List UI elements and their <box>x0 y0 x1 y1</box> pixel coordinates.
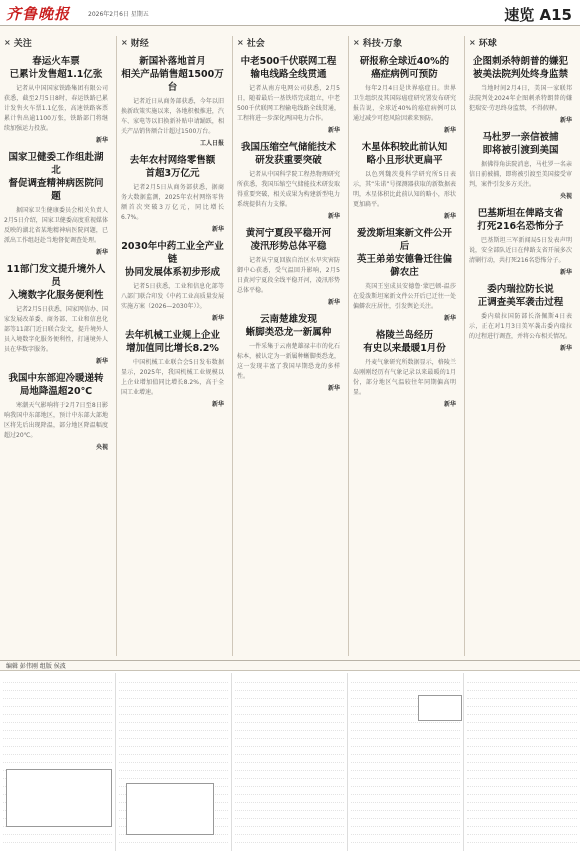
classified-ads <box>0 670 580 851</box>
headline[interactable]: 企图刺杀特朗普的嫌犯 被美法院判处终身监禁 <box>472 56 568 80</box>
ad-line <box>467 675 577 683</box>
article[interactable] <box>237 313 340 392</box>
headline[interactable]: 新国补落地首月 相关产品销售超1500万台 <box>121 56 224 93</box>
ad-column <box>464 673 580 851</box>
article-body: 英国王室成员安德鲁·蒙巴顿-温莎在爱泼斯坦案新文件公开后已迁往一处偏僻农庄居住，引发舆论关注。 <box>353 283 456 310</box>
ad-line <box>119 683 228 691</box>
article-body: 巴基斯坦三军新闻局5日发表声明说，安全部队近日在俾路支省开展多次清剿行动，共打死216名恐怖分子。 <box>469 237 572 264</box>
ad-line <box>3 715 112 723</box>
article[interactable] <box>469 131 572 200</box>
article-body: 记者5日获悉，工业和信息化部等八部门联合印发《中药工业高质量发展实施方案（2026—2030年）》。 <box>121 283 224 310</box>
article-body: 每年2月4日是世界癌症日。世界卫生组织及其国际癌症研究署发布研究报告说，全球近40%的癌症病例可以通过减少可控风险因素来预防。 <box>353 85 456 122</box>
close-icon: × <box>353 38 360 47</box>
close-icon: × <box>237 38 244 47</box>
ad-line <box>467 755 577 763</box>
article[interactable] <box>121 154 224 233</box>
masthead <box>0 0 580 26</box>
byline: 工人日报 <box>199 140 224 147</box>
column-finance <box>116 36 228 656</box>
ad-box <box>6 769 112 827</box>
article-body: 记者从中国国家铁路集团有限公司获悉，截至2月5日8时，春运铁路已累计发售火车票1.1亿张，高速铁路客票累计售出逾1100万张，铁路部门将继续加强运力投放。 <box>4 85 108 132</box>
headline[interactable]: 国家卫健委工作组赴湖北 督促调查精神病医院问题 <box>8 152 104 202</box>
ad-line <box>119 715 228 723</box>
ad-line <box>235 723 344 731</box>
article[interactable] <box>121 55 224 147</box>
byline: 新华 <box>327 385 340 392</box>
ad-line <box>235 699 344 707</box>
ad-line <box>351 739 460 747</box>
article[interactable] <box>237 141 340 220</box>
headline[interactable]: 11部门发文提升境外人员 入境数字化服务便利性 <box>6 264 106 301</box>
ad-line <box>467 779 577 787</box>
ad-box <box>418 695 462 721</box>
ad-line <box>119 763 228 771</box>
column-header: × 社会 <box>237 38 265 49</box>
headline[interactable]: 春运火车票 已累计发售超1.1亿张 <box>9 56 103 80</box>
ad-line <box>467 827 577 835</box>
ad-line <box>467 707 577 715</box>
ad-box <box>126 783 214 835</box>
ad-line <box>235 763 344 771</box>
article-body: 记者从中国科学院工程热物理研究所获悉，我国压缩空气储能技术研发取得重要突破，相关成果为构建新型电力系统提供有力支撑。 <box>237 171 340 208</box>
ad-line <box>467 691 577 699</box>
ad-line <box>119 723 228 731</box>
newspaper-logo: 齐鲁晚报 <box>6 5 71 23</box>
ad-line <box>467 723 577 731</box>
byline: 新华 <box>95 249 108 256</box>
ad-line <box>235 739 344 747</box>
close-icon: × <box>469 38 476 47</box>
ad-line <box>235 819 344 827</box>
byline: 新华 <box>327 127 340 134</box>
article[interactable] <box>469 207 572 276</box>
ad-line <box>235 731 344 739</box>
ad-line <box>351 731 460 739</box>
column-header: × 关注 <box>4 38 32 49</box>
article-body: 丹麦气象研究所数据显示，格陵兰岛刚刚经历有气象记录以来最暖的1月份，部分地区气温较往年同期偏高明显。 <box>353 359 456 396</box>
ad-line <box>467 803 577 811</box>
headline[interactable]: 去年农村网络零售额 首超3万亿元 <box>129 155 216 179</box>
ad-line <box>235 811 344 819</box>
byline: 新华 <box>443 213 456 220</box>
close-icon: × <box>4 38 11 47</box>
article-body: 当地时间2月4日，美国一家联邦法院判处2024年企图刺杀特朗普的嫌犯瑞安·劳思终身监禁，不得假释。 <box>469 85 572 112</box>
ad-line <box>3 723 112 731</box>
byline: 央视 <box>95 444 108 451</box>
ad-line <box>3 747 112 755</box>
byline: 新华 <box>559 345 572 352</box>
headline[interactable]: 木星体积较此前认知 略小且形状更扁平 <box>361 142 448 166</box>
article[interactable] <box>121 329 224 408</box>
ad-line <box>351 803 460 811</box>
ad-line <box>235 707 344 715</box>
ad-line <box>351 755 460 763</box>
issue-date: 2026年2月6日 星期五 <box>88 11 149 18</box>
byline: 新华 <box>211 401 224 408</box>
column-header: × 财经 <box>121 38 149 49</box>
headline[interactable]: 委内瑞拉防长说 正调查美军袭击过程 <box>477 284 564 308</box>
ad-line <box>351 779 460 787</box>
byline: 新华 <box>95 358 108 365</box>
ad-line <box>3 675 112 683</box>
ad-line <box>3 731 112 739</box>
ad-line <box>467 771 577 779</box>
ad-line <box>235 779 344 787</box>
article-body: 中国机械工业联合会5日发布数据显示，2025年，我国机械工业规模以上企业增加值同比增长8.2%，高于全国工业增速。 <box>121 359 224 396</box>
page-section: 速览 A15 <box>504 6 572 24</box>
ad-line <box>235 755 344 763</box>
column-header: × 科技·万象 <box>353 38 403 49</box>
ad-line <box>119 739 228 747</box>
ad-line <box>3 691 112 699</box>
ad-line <box>467 811 577 819</box>
ad-line <box>3 827 112 835</box>
ad-line <box>351 763 460 771</box>
byline: 新华 <box>95 137 108 144</box>
ad-line <box>119 699 228 707</box>
ad-line <box>3 739 112 747</box>
ad-line <box>351 811 460 819</box>
byline: 新华 <box>559 117 572 124</box>
ad-line <box>235 835 344 843</box>
ad-line <box>235 683 344 691</box>
byline: 新华 <box>443 315 456 322</box>
ad-line <box>351 747 460 755</box>
ad-line <box>351 795 460 803</box>
ad-line <box>119 675 228 683</box>
headline[interactable]: 格陵兰岛经历 有史以来最暖1月份 <box>363 330 446 354</box>
byline: 新华 <box>327 213 340 220</box>
ad-line <box>467 819 577 827</box>
headline[interactable]: 我国中东部迎冷暖递转 局地降温超20℃ <box>8 373 104 397</box>
article-body: 委内瑞拉国防部长洛佩斯4日表示，正在对1月3日美军袭击委内瑞拉的过程进行调查，并将公布相关情况。 <box>469 313 572 340</box>
article[interactable] <box>237 55 340 134</box>
ad-line <box>351 683 460 691</box>
article[interactable] <box>4 263 108 365</box>
ad-line <box>351 675 460 683</box>
ad-line <box>351 835 460 843</box>
ad-line <box>467 731 577 739</box>
ad-line <box>351 771 460 779</box>
headline[interactable]: 2030年中药工业全产业链 协同发展体系初步形成 <box>121 241 224 278</box>
ad-line <box>467 747 577 755</box>
column-header: × 环球 <box>469 38 497 49</box>
headline[interactable]: 我国压缩空气储能技术 研发获重要突破 <box>240 142 336 166</box>
byline: 新华 <box>327 299 340 306</box>
editor-line: 编辑 彭伟刚 组版 侯波 <box>0 660 580 670</box>
ad-line <box>119 835 228 843</box>
article[interactable] <box>353 329 456 408</box>
article-body: 寒潮天气影响将于2月7日至8日影响我国中东部地区，预计中东部大部地区将先后出现降温，部分地区降温幅度超过20℃。 <box>4 402 108 439</box>
headline[interactable]: 中老500千伏联网工程 输电线路全线贯通 <box>240 56 337 80</box>
ad-line <box>351 819 460 827</box>
ad-line <box>119 747 228 755</box>
article[interactable] <box>469 283 572 352</box>
headline[interactable]: 研报称全球近40%的 癌症病例可预防 <box>359 56 450 80</box>
headline[interactable]: 去年机械工业规上企业 增加值同比增长8.2% <box>124 330 220 354</box>
article-body: 以色列魏茨曼科学研究所5日表示，其“朱诺”号探测器获取的新数据表明，木星体积比此前认知的略小，形状更加扁平。 <box>353 171 456 208</box>
column-focus <box>0 36 112 656</box>
ad-line <box>467 699 577 707</box>
ad-line <box>3 707 112 715</box>
ad-line <box>119 707 228 715</box>
ad-line <box>235 771 344 779</box>
byline: 新华 <box>211 226 224 233</box>
article[interactable] <box>121 240 224 322</box>
ad-line <box>467 739 577 747</box>
ad-line <box>351 723 460 731</box>
ad-line <box>119 755 228 763</box>
article-body: 记者从宁夏回族自治区水旱灾害防御中心获悉，受气温回升影响，2月5日黄河宁夏段全线平稳开河，凌汛形势总体平稳。 <box>237 257 340 294</box>
article[interactable] <box>353 227 456 322</box>
headline[interactable]: 爱泼斯坦案新文件公开后 英王弟弟安德鲁迁往偏僻农庄 <box>356 228 452 278</box>
byline: 新华 <box>443 401 456 408</box>
article[interactable] <box>4 55 108 144</box>
article[interactable] <box>237 227 340 306</box>
column-world <box>464 36 576 656</box>
article-body: 记者从南方电网公司获悉，2月5日，随着最后一基铁塔完成组立，中老500千伏联网工程输电线路全线贯通，工程将进一步深化两国电力合作。 <box>237 85 340 122</box>
byline: 新华 <box>559 269 572 276</box>
article-body: 记者2月5日获悉，国家网信办、国家发展改革委、商务部、工业和信息化部等11部门近日联合发文，提升境外人员入境数字化服务便利性，打通境外人员在华数字服务。 <box>4 306 108 353</box>
ad-column <box>232 673 348 851</box>
headline[interactable]: 云南楚雄发现 蜥脚类恐龙一新属种 <box>245 314 332 338</box>
ad-line <box>235 691 344 699</box>
byline: 新华 <box>443 127 456 134</box>
ad-line <box>467 683 577 691</box>
ad-line <box>467 835 577 843</box>
ad-line <box>235 795 344 803</box>
close-icon: × <box>121 38 128 47</box>
ad-line <box>3 755 112 763</box>
article[interactable] <box>469 55 572 124</box>
ad-line <box>235 715 344 723</box>
ad-line <box>3 699 112 707</box>
article-body: 记者2月5日从商务部获悉，据商务大数据监测，2025年农村网络零售额首次突破3万亿元，同比增长6.7%。 <box>121 184 224 221</box>
ad-line <box>3 683 112 691</box>
headline[interactable]: 黄河宁夏段平稳开河 凌汛形势总体平稳 <box>245 228 332 252</box>
ad-line <box>467 795 577 803</box>
ad-line <box>119 731 228 739</box>
ad-line <box>119 691 228 699</box>
ad-line <box>351 787 460 795</box>
ad-line <box>119 771 228 779</box>
ad-line <box>467 763 577 771</box>
article-body: 记者近日从商务部获悉，今年以旧换新政策实施以来，各地积极推进，汽车、家电等以旧换新补贴申请踊跃，相关产品销售额合计超过1500万台。 <box>121 98 224 135</box>
ad-line <box>235 787 344 795</box>
article[interactable] <box>353 141 456 220</box>
headline[interactable]: 巴基斯坦在俾路支省 打死216名恐怖分子 <box>477 208 564 232</box>
headline[interactable]: 马杜罗一亲信被捕 即将被引渡到美国 <box>482 132 559 156</box>
news-columns <box>0 36 580 656</box>
byline: 新华 <box>211 315 224 322</box>
article-body: 据佛得角法院消息，马杜罗一名亲信日前被捕，即将被引渡至美国接受审判，案件引发多方关注。 <box>469 161 572 188</box>
article[interactable] <box>353 55 456 134</box>
ad-line <box>467 787 577 795</box>
ad-line <box>467 715 577 723</box>
ad-line <box>235 803 344 811</box>
ad-line <box>351 827 460 835</box>
byline: 央视 <box>559 193 572 200</box>
column-society <box>232 36 344 656</box>
ad-line <box>235 827 344 835</box>
article-body: 一件采集于云南楚雄禄丰市的化石标本，被认定为一新属种蜥脚类恐龙，这一发现丰富了我国早期恐龙的多样性。 <box>237 343 340 380</box>
article-body: 据国家卫生健康委员会相关负责人2月5日介绍，国家卫健委高度重视媒体反映的湖北省某地精神病医院问题，已派出工作组赶赴当地督促调查处理。 <box>4 207 108 244</box>
ad-line <box>235 747 344 755</box>
article[interactable] <box>4 151 108 256</box>
article[interactable] <box>4 372 108 451</box>
column-science <box>348 36 460 656</box>
ad-line <box>3 835 112 843</box>
ad-line <box>235 675 344 683</box>
